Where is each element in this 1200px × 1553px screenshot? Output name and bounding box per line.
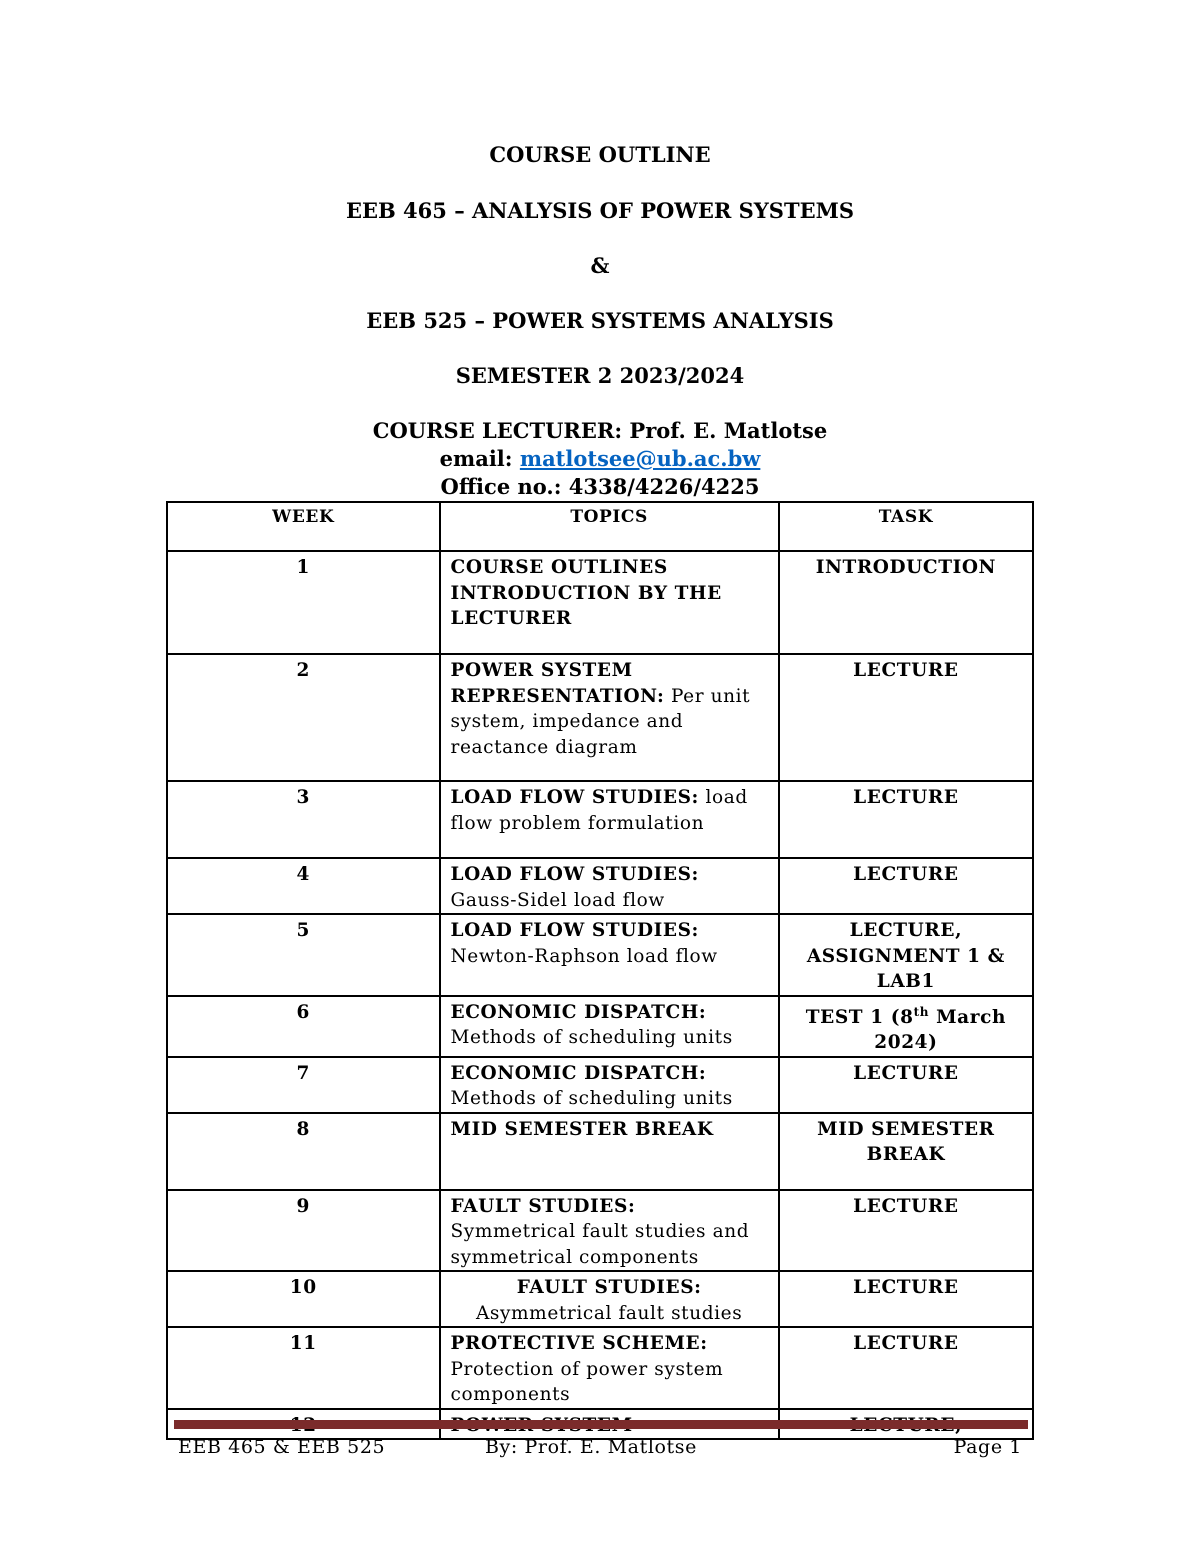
week-number: 7 [167, 1057, 440, 1113]
footer-page-number: Page 1 [953, 1436, 1022, 1458]
table-row [167, 1327, 1033, 1409]
topic-description: Methods of scheduling units [450, 1088, 733, 1110]
email-line [0, 445, 1200, 473]
topic-heading: COURSE OUTLINES INTRODUCTION BY THE LECTURER [450, 557, 722, 629]
topic-cell [440, 1271, 779, 1327]
document-title: COURSE OUTLINE [489, 142, 711, 167]
table-header-row [167, 502, 1033, 551]
task-cell: LECTURE [779, 858, 1033, 914]
table-row [167, 654, 1033, 781]
week-number: 6 [167, 996, 440, 1057]
table-row [167, 1113, 1033, 1190]
office-line: Office no.: 4338/4226/4225 [440, 474, 760, 499]
table-row [167, 1057, 1033, 1113]
column-header-topics: TOPICS [440, 502, 779, 551]
table-row [167, 1190, 1033, 1272]
column-header-task: TASK [779, 502, 1033, 551]
task-text: TEST 1 (8 [805, 1006, 914, 1028]
topic-description: Methods of scheduling units [450, 1027, 733, 1048]
task-cell: LECTURE [779, 781, 1033, 858]
footer-course-codes: EEB 465 & EEB 525 [178, 1436, 386, 1458]
column-header-week: WEEK [167, 502, 440, 551]
email-label: email: [439, 446, 520, 471]
topic-heading: ECONOMIC DISPATCH: [450, 1001, 707, 1023]
topic-heading: POWER SYSTEM REPRESENTATION: [450, 660, 665, 707]
topic-description: Per unit system, impedance and reactance diagram [450, 685, 751, 758]
topic-cell [440, 1327, 779, 1409]
topic-cell [440, 914, 779, 996]
table-row [167, 551, 1033, 654]
topic-cell [440, 1113, 779, 1190]
course-schedule-table [166, 501, 1034, 1440]
topic-cell [440, 996, 779, 1057]
topic-description: load flow problem formulation [450, 787, 748, 834]
week-number: 4 [167, 858, 440, 914]
topic-heading: MID SEMESTER BREAK [450, 1118, 714, 1140]
task-cell: LECTURE [779, 1327, 1033, 1409]
topic-description: Asymmetrical fault studies [475, 1302, 743, 1324]
ampersand: & [590, 253, 610, 278]
task-cell: MID SEMESTER BREAK [779, 1113, 1033, 1190]
topic-cell [440, 781, 779, 858]
week-number: 10 [167, 1271, 440, 1327]
topic-cell [440, 654, 779, 781]
topic-heading: LOAD FLOW STUDIES: [450, 920, 699, 941]
table-row [167, 1271, 1033, 1327]
table-row [167, 914, 1033, 996]
week-number: 2 [167, 654, 440, 781]
task-cell: LECTURE [779, 1271, 1033, 1327]
topic-description: Protection of power system components [450, 1358, 724, 1406]
week-number: 9 [167, 1190, 440, 1272]
task-cell: LECTURE [779, 1057, 1033, 1113]
ordinal-suffix: th [913, 1004, 930, 1019]
week-number: 1 [167, 551, 440, 654]
topic-heading: LOAD FLOW STUDIES: [450, 864, 699, 885]
task-cell: LECTURE [779, 654, 1033, 781]
footer-author: By: Prof. E. Matlotse [485, 1436, 697, 1458]
task-cell: INTRODUCTION [779, 551, 1033, 654]
topic-description: Newton-Raphson load flow [450, 945, 718, 967]
week-number: 8 [167, 1113, 440, 1190]
topic-cell [440, 1057, 779, 1113]
topic-description: Symmetrical fault studies and symmetrical components [450, 1221, 750, 1268]
task-cell [779, 996, 1033, 1057]
topic-cell [440, 551, 779, 654]
week-number: 3 [167, 781, 440, 858]
course-eeb525-title: EEB 525 – POWER SYSTEMS ANALYSIS [366, 308, 834, 333]
topic-description: Gauss-Sidel load flow [450, 889, 665, 911]
topic-cell [440, 1190, 779, 1272]
email-link[interactable]: matlotsee@ub.ac.bw [519, 446, 761, 471]
topic-heading: FAULT STUDIES: [450, 1195, 636, 1217]
course-eeb465-title: EEB 465 – ANALYSIS OF POWER SYSTEMS [345, 198, 854, 223]
week-number: 5 [167, 914, 440, 996]
task-cell: LECTURE [779, 1190, 1033, 1272]
semester-line: SEMESTER 2 2023/2024 [455, 363, 745, 388]
table-row [167, 781, 1033, 858]
topic-heading: LOAD FLOW STUDIES: [450, 787, 699, 808]
lecturer-line: COURSE LECTURER: Prof. E. Matlotse [372, 418, 828, 443]
topic-heading: ECONOMIC DISPATCH: [450, 1062, 707, 1084]
table-row [167, 996, 1033, 1057]
footer-rule [174, 1420, 1028, 1429]
task-text-continued: March 2024) [874, 1006, 1006, 1054]
topic-heading: PROTECTIVE SCHEME: [450, 1333, 708, 1355]
table-row [167, 858, 1033, 914]
week-number: 11 [167, 1327, 440, 1409]
topic-heading: FAULT STUDIES: [516, 1277, 702, 1299]
task-cell: LECTURE, ASSIGNMENT 1 & LAB1 [779, 914, 1033, 996]
topic-cell [440, 858, 779, 914]
